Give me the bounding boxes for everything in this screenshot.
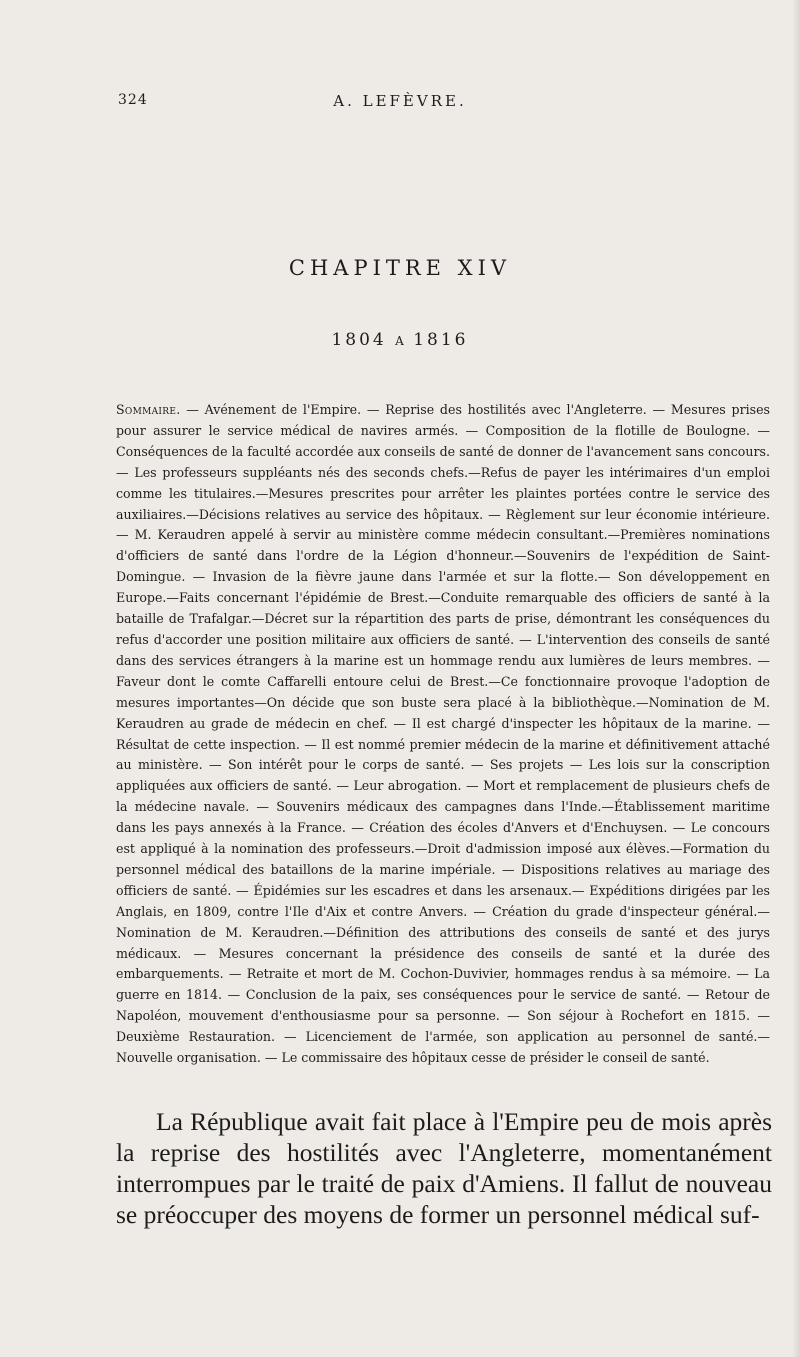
running-title: A. LEFÈVRE. (333, 92, 467, 110)
running-head (0, 92, 800, 116)
chapter-date-start: 1804 (331, 330, 387, 350)
chapter-dates (0, 330, 800, 350)
summary-text: — Avénement de l'Empire. — Reprise des hostilités avec l'Angleterre. — Mesures prises pour assurer le service médical de navires armés. — Composition de la flotille de Boulogne. — Conséquences de la faculté accordée aux conseils de santé de donner de l'avancement sans concours. — Les professeurs suppléants nés des seconds chefs.—Refus de payer les intérimaires d'un emploi comme les titulaires.—Mesures prescrites pour arrêter les plaintes portées contre le service des auxiliaires.—Décisions relatives au service des hôpitaux. — Règlement sur leur économie intérieure. — M. Keraudren appelé à servir au ministère comme médecin consultant.—Premières nominations d'officiers de santé dans l'ordre de la Légion d'honneur.—Souvenirs de l'expédition de Saint-Domingue. — Invasion de la fièvre jaune dans l'armée et sur la flotte.— Son développement en Europe.—Faits concernant l'épidémie de Brest.—Conduite remarquable des officiers de santé à la bataille de Trafalgar.—Décret sur la répartition des parts de prise, démontrant les conséquences du refus d'accorder une position militaire aux officiers de santé. — L'intervention des conseils de santé dans des services étrangers à la marine est un hommage rendu aux lumières de leurs membres. — Faveur dont le comte Caffarelli entoure celui de Brest.—Ce fonctionnaire provoque l'adoption de mesures importantes—On décide que son buste sera placé à la bibliothèque.—Nomination de M. Keraudren au grade de médecin en chef. — Il est chargé d'inspecter les hôpitaux de la marine. — Résultat de cette inspection. — Il est nommé premier médecin de la marine et définitivement attaché au ministère. — Son intérêt pour le corps de santé. — Ses projets — Les lois sur la conscription appliquées aux officiers de santé. — Leur abrogation. — Mort et remplacement de plusieurs chefs de la médecine navale. — Souvenirs médicaux des campagnes dans l'Inde.—Établissement maritime dans les pays annexés à la France. — Création des écoles d'Anvers et d'Enchuysen. — Le concours est appliqué à la nomination des professeurs.—Droit d'admission imposé aux élèves.—Formation du personnel médical des bataillons de la marine impériale. — Dispositions relatives au mariage des officiers de santé. — Épidémies sur les escadres et dans les arsenaux.— Expéditions dirigées par les Anglais, en 1809, contre l'Ile d'Aix et contre Anvers. — Création du grade d'inspecteur général.—Nomination de M. Keraudren.—Définition des attributions des conseils de santé et des jurys médicaux. — Mesures concernant la présidence des conseils de santé et la durée des embarquements. — Retraite et mort de M. Cochon-Duvivier, hommages rendus à sa mémoire. — La guerre en 1814. — Conclusion de la paix, ses conséquences pour le service de santé. — Retour de Napoléon, mouvement d'enthousiasme pour sa personne. — Son séjour à Rochefort en 1815. — Deuxième Restauration. — Licenciement de l'armée, son application au personnel de santé.— Nouvelle organisation. — Le commissaire des hôpitaux cesse de présider le conseil de santé. (116, 402, 770, 1066)
page-number: 324 (118, 92, 148, 108)
chapter-date-separator: A (395, 334, 405, 348)
body-paragraph: La République avait fait place à l'Empire peu de mois après la reprise des hostilités avec l'Angleterre, momentanément interrompues par le traité de paix d'Amiens. Il fallut de nouveau se préoccuper des moyens de former un personnel médical suf- (116, 1107, 772, 1229)
chapter-date-end: 1816 (413, 330, 469, 350)
page-edge (792, 0, 800, 1357)
chapter-summary (116, 400, 770, 1069)
summary-label: Sommaire. (116, 402, 181, 417)
chapter-heading: CHAPITRE XIV (288, 256, 512, 280)
